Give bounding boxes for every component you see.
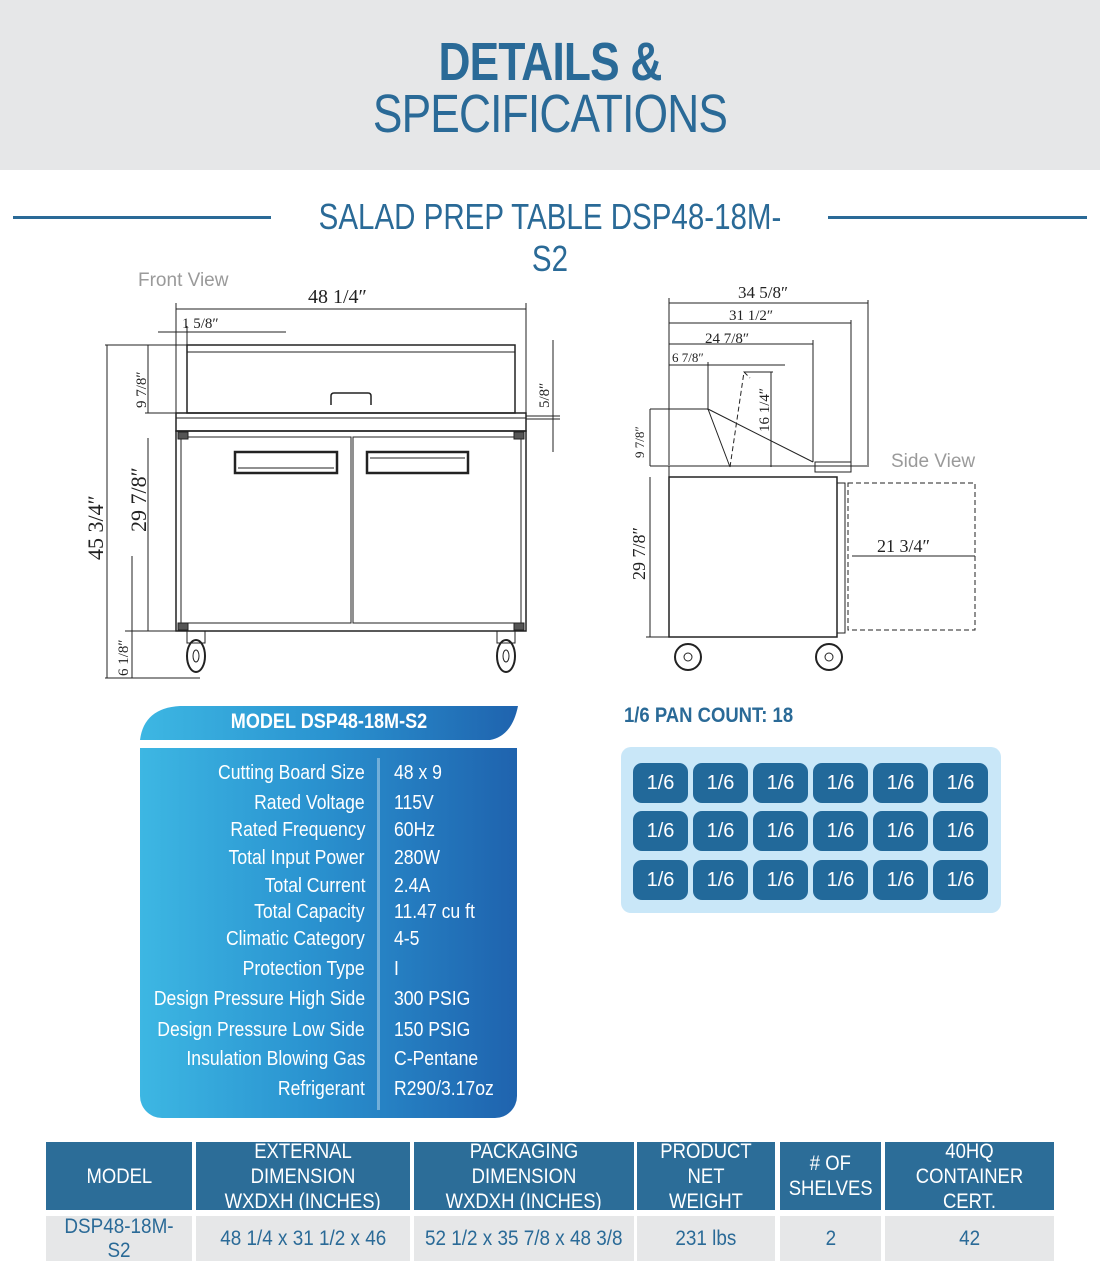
spec-value: I xyxy=(394,958,399,980)
spec-label: Refrigerant xyxy=(277,1078,365,1100)
table-cell-net-weight: 231 lbs xyxy=(637,1216,775,1261)
spec-row xyxy=(140,875,517,903)
dim-lid-open-height: 16 1/4″ xyxy=(757,387,773,432)
spec-label: Protection Type xyxy=(243,958,365,980)
spec-label: Cutting Board Size xyxy=(218,762,365,784)
subtitle-rule-left xyxy=(13,216,271,219)
spec-value: 60Hz xyxy=(394,819,436,841)
dim-side-cabinet-height: 29 7/8″ xyxy=(629,527,649,580)
pan-count-title: 1/6 PAN COUNT: 18 xyxy=(624,704,794,727)
dim-top-height: 9 7/8″ xyxy=(134,371,150,408)
spec-value: 115V xyxy=(394,792,434,814)
table-header-external-dimension: EXTERNAL DIMENSION WXDXH (INCHES) xyxy=(196,1142,410,1210)
spec-label: Climatic Category xyxy=(226,928,365,950)
pan-slot: 1/6 xyxy=(693,860,748,900)
pan-slot: 1/6 xyxy=(753,811,808,851)
spec-label: Rated Frequency xyxy=(229,819,365,841)
spec-row xyxy=(140,1019,517,1047)
spec-row xyxy=(140,762,517,790)
page-title-line1: DETAILS & xyxy=(438,32,662,92)
pan-slot: 1/6 xyxy=(753,763,808,803)
spec-row xyxy=(140,1078,517,1106)
table-cell-model: DSP48-18M-S2 xyxy=(46,1216,192,1261)
pan-slot: 1/6 xyxy=(933,763,988,803)
table-header-shelves: # OF SHELVES xyxy=(780,1142,881,1210)
spec-row xyxy=(140,988,517,1016)
spec-value: 4-5 xyxy=(394,928,420,950)
page-header xyxy=(0,0,1100,170)
dim-depth-body: 31 1/2″ xyxy=(729,308,774,324)
model-tab xyxy=(140,706,518,740)
pan-slot: 1/6 xyxy=(933,811,988,851)
dim-overall-width: 48 1/4″ xyxy=(308,286,367,308)
dim-side-offset: 1 5/8″ xyxy=(182,316,219,332)
pan-slot: 1/6 xyxy=(633,860,688,900)
pan-slot: 1/6 xyxy=(873,860,928,900)
spec-value: 11.47 cu ft xyxy=(394,901,475,923)
subtitle-rule-right xyxy=(828,216,1087,219)
spec-value: 280W xyxy=(394,847,440,869)
spec-value: R290/3.17oz xyxy=(394,1078,494,1100)
spec-label: Design Pressure High Side xyxy=(153,988,365,1010)
dim-caster-height: 6 1/8″ xyxy=(116,639,132,676)
pan-slot: 1/6 xyxy=(693,811,748,851)
spec-label: Total Current xyxy=(264,875,365,897)
table-cell-packaging-dimension: 52 1/2 x 35 7/8 x 48 3/8 xyxy=(414,1216,634,1261)
table-header-container-cert: 40HQ CONTAINER CERT. xyxy=(885,1142,1054,1210)
table-cell-container-cert: 42 xyxy=(885,1216,1054,1261)
table-cell-external-dimension: 48 1/4 x 31 1/2 x 46 xyxy=(196,1216,410,1261)
pan-slot: 1/6 xyxy=(873,811,928,851)
spec-label: Total Input Power xyxy=(229,847,365,869)
product-subtitle-row xyxy=(0,192,1100,279)
spec-row xyxy=(140,1048,517,1076)
pan-slot: 1/6 xyxy=(873,763,928,803)
pan-slot: 1/6 xyxy=(933,860,988,900)
dim-overall-height: 45 3/4″ xyxy=(83,495,108,560)
spec-value: 2.4A xyxy=(394,875,431,897)
dim-side-top-height: 9 7/8″ xyxy=(632,426,647,458)
side-view-label: Side View xyxy=(891,451,976,472)
pan-grid xyxy=(621,747,1001,913)
pan-slot: 1/6 xyxy=(633,763,688,803)
spec-label: Insulation Blowing Gas xyxy=(185,1048,365,1070)
spec-row xyxy=(140,819,517,847)
pan-slot: 1/6 xyxy=(813,811,868,851)
dim-lid-offset: 6 7/8″ xyxy=(672,350,704,365)
spec-value: 150 PSIG xyxy=(394,1019,471,1041)
page-title-line2: SPECIFICATIONS xyxy=(372,84,728,144)
spec-value: 48 x 9 xyxy=(394,762,442,784)
spec-value: C-Pentane xyxy=(394,1048,479,1070)
dim-cabinet-height: 29 7/8″ xyxy=(126,467,151,532)
spec-row xyxy=(140,928,517,956)
side-view-drawing xyxy=(620,280,1000,680)
spec-label: Total Capacity xyxy=(254,901,365,923)
pan-slot: 1/6 xyxy=(633,811,688,851)
pan-slot: 1/6 xyxy=(813,763,868,803)
table-cell-shelves: 2 xyxy=(780,1216,881,1261)
spec-value: 300 PSIG xyxy=(394,988,471,1010)
dim-depth-max: 34 5/8″ xyxy=(738,283,789,302)
pan-slot: 1/6 xyxy=(693,763,748,803)
product-subtitle: SALAD PREP TABLE DSP48-18M-S2 xyxy=(318,196,782,279)
spec-row xyxy=(140,901,517,929)
model-title: MODEL DSP48-18M-S2 xyxy=(230,710,428,733)
table-header-packaging-dimension: PACKAGING DIMENSION WXDXH (INCHES) xyxy=(414,1142,634,1210)
table-header-model: MODEL xyxy=(46,1142,192,1210)
spec-label: Design Pressure Low Side xyxy=(157,1019,365,1041)
table-header-net-weight: PRODUCT NET WEIGHT xyxy=(637,1142,775,1210)
spec-row xyxy=(140,792,517,820)
spec-row xyxy=(140,958,517,986)
spec-row xyxy=(140,847,517,875)
dim-door-swing: 21 3/4″ xyxy=(877,536,930,556)
spec-label: Rated Voltage xyxy=(254,792,365,814)
dim-depth-lid: 24 7/8″ xyxy=(705,331,750,347)
pan-slot: 1/6 xyxy=(753,860,808,900)
front-view-label: Front View xyxy=(138,270,229,291)
dim-board-thickness: 5/8″ xyxy=(537,382,553,408)
pan-slot: 1/6 xyxy=(813,860,868,900)
front-view-drawing xyxy=(80,280,580,680)
spec-panel xyxy=(140,748,517,1118)
